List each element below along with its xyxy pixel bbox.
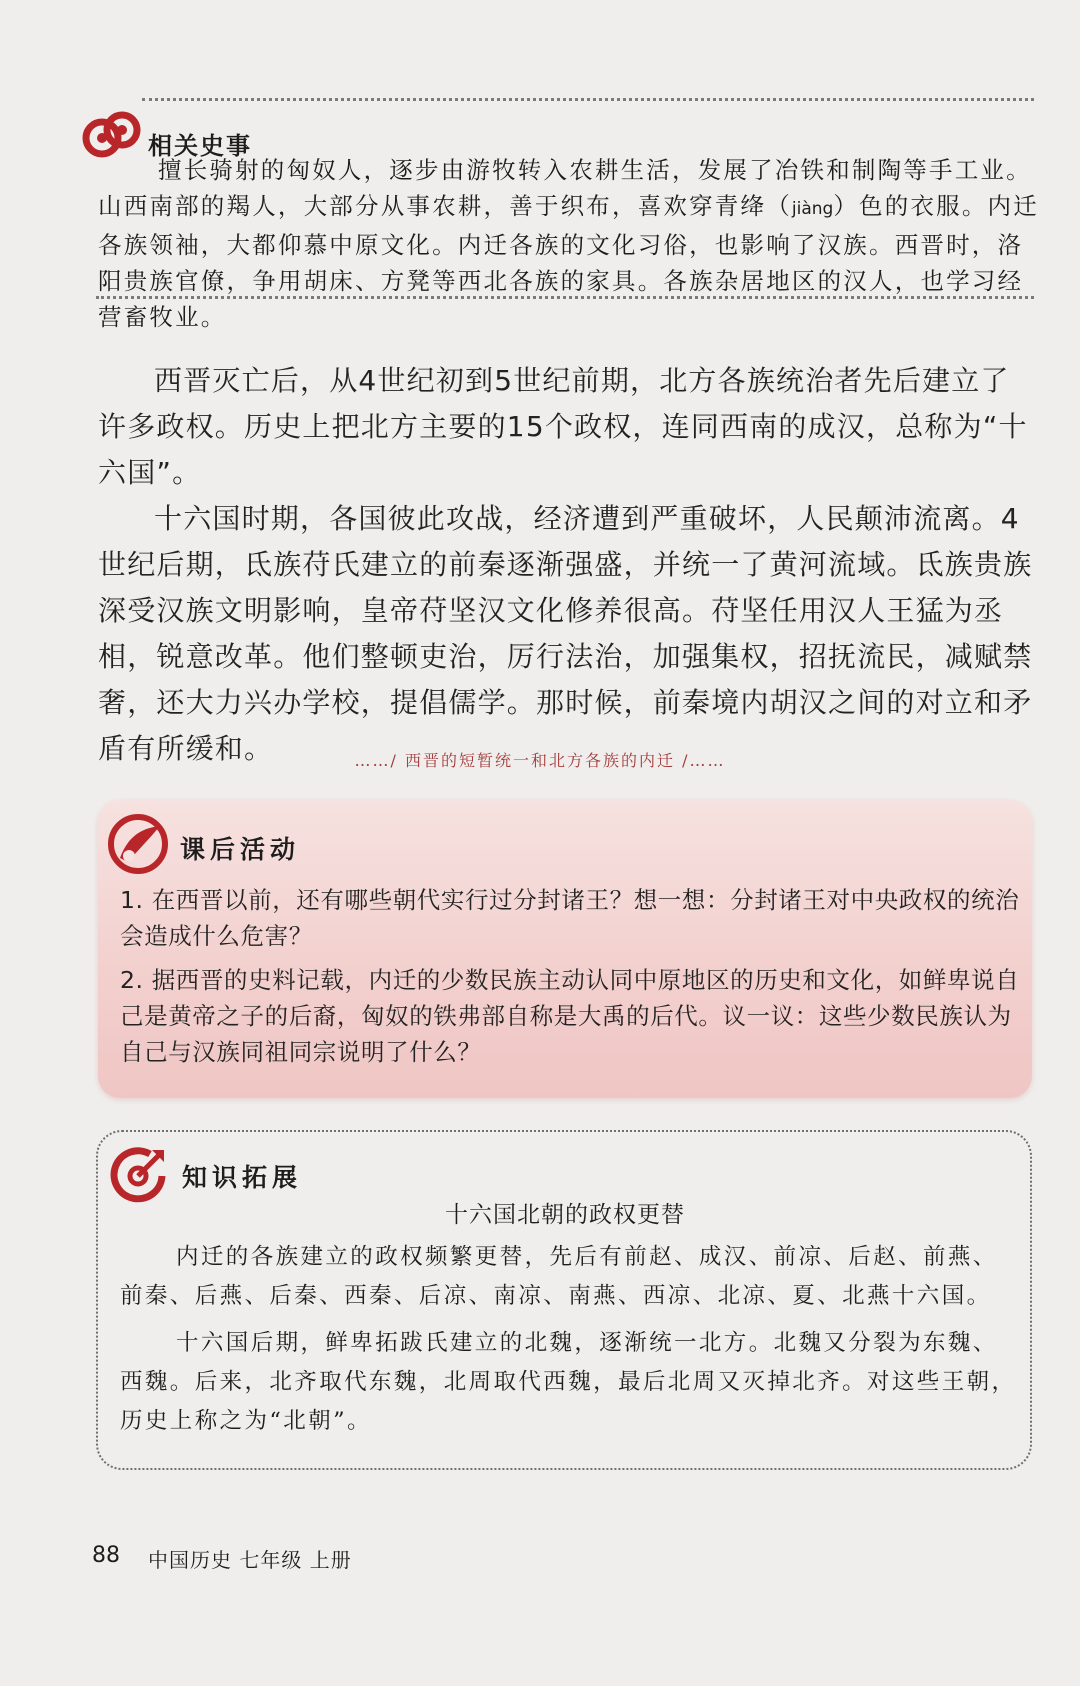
dotted-divider-top	[142, 98, 1034, 101]
pinyin-annotation: jiàng	[791, 199, 834, 219]
activity-questions	[120, 882, 1020, 1078]
extension-text	[120, 1238, 1020, 1449]
activity-icon	[106, 812, 170, 876]
extension-paragraph-2: 十六国后期，鲜卑拓跋氏建立的北魏，逐渐统一北方。北魏又分裂为东魏、西魏。后来，北齐取代东魏，北周取代西魏，最后北周又灭掉北齐。对这些王朝，历史上称之为“北朝”。	[120, 1330, 1017, 1434]
book-title: 中国历史 七年级 上册	[148, 1548, 352, 1572]
related-facts-title: 相关史事	[148, 132, 252, 160]
extension-title: 知识拓展	[182, 1163, 303, 1192]
chapter-marker: ……/ 西晋的短暂统一和北方各族的内迁 /……	[354, 751, 726, 770]
main-text	[98, 358, 1038, 772]
extension-paragraph-1: 内迁的各族建立的政权频繁更替，先后有前赵、成汉、前凉、后赵、前燕、前秦、后燕、后秦、西秦、后凉、南凉、南燕、西凉、北凉、夏、北燕十六国。	[120, 1244, 998, 1309]
page-number: 88	[92, 1543, 120, 1568]
related-text-part2: ）色的衣服。内迁各族领袖，大都仰慕中原文化。内迁各族的文化习俗，也影响了汉族。西晋时，洛阳贵族官僚，争用胡床、方凳等西北各族的家具。各族杂居地区的汉人，也学习经营畜牧业。	[98, 192, 1039, 331]
related-facts-text	[98, 152, 1040, 335]
dotted-divider-bottom	[96, 296, 1034, 299]
extension-subtitle: 十六国北朝的政权更替	[445, 1202, 685, 1228]
main-paragraph-1: 西晋灭亡后，从4世纪初到5世纪前期，北方各族统治者先后建立了许多政权。历史上把北方主要的15个政权，连同西南的成汉，总称为“十六国”。	[98, 364, 1028, 489]
main-paragraph-2: 十六国时期，各国彼此攻战，经济遭到严重破坏，人民颠沛流离。4世纪后期，氐族苻氏建立的前秦逐渐强盛，并统一了黄河流域。氐族贵族深受汉族文明影响，皇帝苻坚汉文化修养很高。苻坚任用汉人王猛为丞相，锐意改革。他们整顿吏治，厉行法治，加强集权，招抚流民，减赋禁奢，还大力兴办学校，提倡儒学。那时候，前秦境内胡汉之间的对立和矛盾有所缓和。	[98, 502, 1033, 765]
activity-question-1: 1. 在西晋以前，还有哪些朝代实行过分封诸王？想一想：分封诸王对中央政权的统治会造成什么危害？	[120, 886, 1020, 950]
related-text-part1: 擅长骑射的匈奴人，逐步由游牧转入农耕生活，发展了冶铁和制陶等手工业。山西南部的羯人，大部分从事农耕，善于织布，喜欢穿青绛（	[98, 156, 1032, 220]
activity-title: 课后活动	[180, 835, 301, 864]
activity-question-2: 2. 据西晋的史料记载，内迁的少数民族主动认同中原地区的历史和文化，如鲜卑说自己是黄帝之子的后裔，匈奴的铁弗部自称是大禹的后代。议一议：这些少数民族认为自己与汉族同祖同宗说明了什么？	[120, 966, 1020, 1066]
